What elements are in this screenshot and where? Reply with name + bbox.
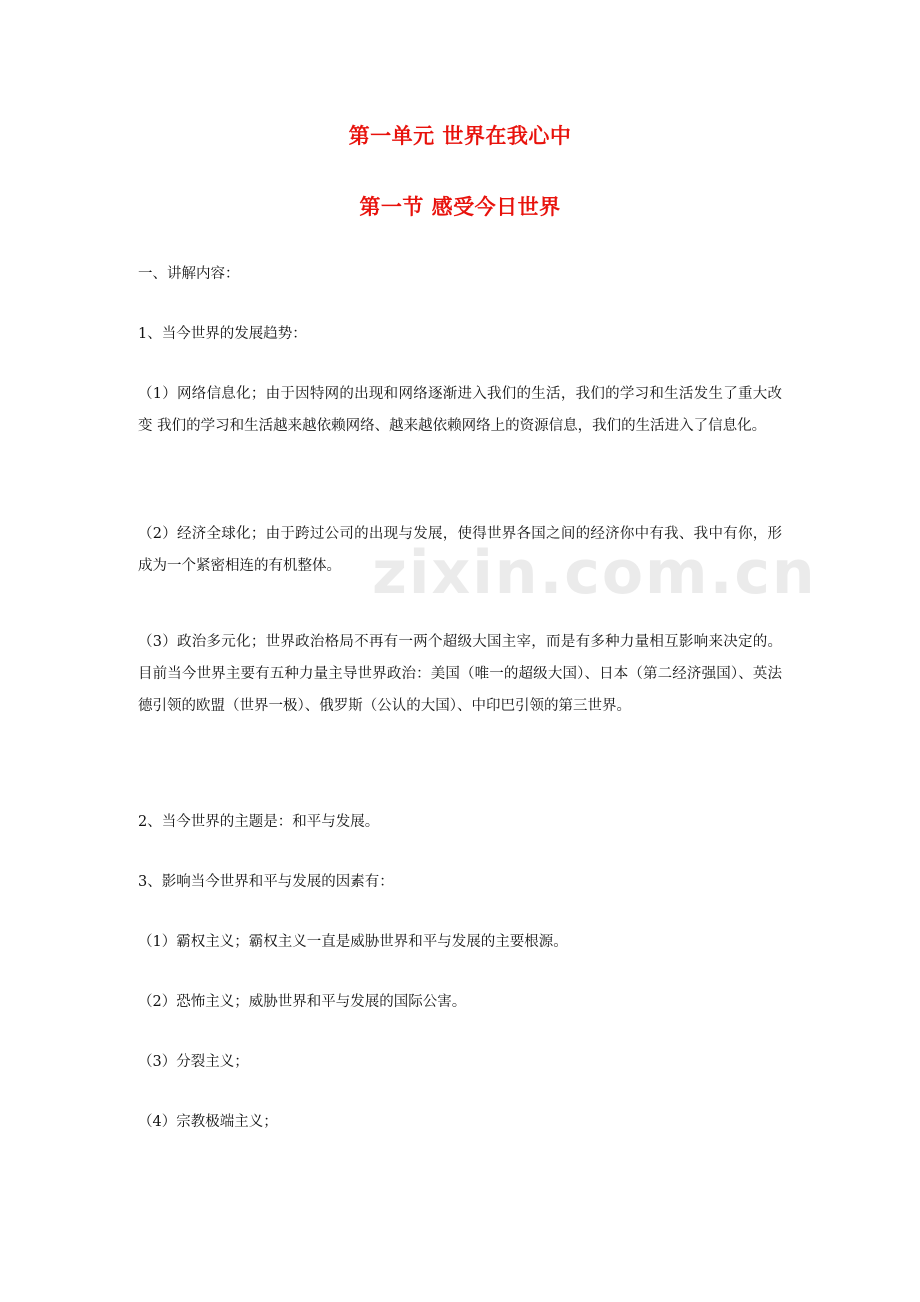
watermark: zixin.com.cn <box>372 538 817 608</box>
point-1-heading: 1、当今世界的发展趋势： <box>138 326 307 342</box>
section-title: 第一节 感受今日世界 <box>359 194 561 219</box>
point-3-heading: 3、影响当今世界和平与发展的因素有： <box>138 874 394 890</box>
point-3-2-paragraph: （2）恐怖主义；威胁世界和平与发展的国际公害。 <box>138 994 467 1010</box>
point-3-4-paragraph: （4）宗教极端主义； <box>138 1114 278 1130</box>
unit-title: 第一单元 世界在我心中 <box>348 123 572 148</box>
point-1-3-paragraph: （3）政治多元化；世界政治格局不再有一两个超级大国主宰，而是有多种力量相互影响来决定的。目前当今世界主要有五种力量主导世界政治：美国（唯一的超级大国）、日本（第二经济强国）、英法德引领的欧盟（世界一极）、俄罗斯（公认的大国）、中印巴引领的第三世界。 <box>138 634 782 714</box>
point-1-2-paragraph: （2）经济全球化；由于跨过公司的出现与发展，使得世界各国之间的经济你中有我、我中有你，形成为一个紧密相连的有机整体。 <box>138 526 782 574</box>
heading-content: 一、讲解内容： <box>138 266 240 282</box>
point-1-1-paragraph: （1）网络信息化；由于因特网的出现和网络逐渐进入我们的生活，我们的学习和生活发生了重大改变 我们的学习和生活越来越依赖网络、越来越依赖网络上的资源信息，我们的生活进入了信息化。 <box>138 386 782 434</box>
point-3-3-paragraph: （3）分裂主义； <box>138 1054 249 1070</box>
point-3-1-paragraph: （1）霸权主义；霸权主义一直是威胁世界和平与发展的主要根源。 <box>138 934 568 950</box>
point-2-paragraph: 2、当今世界的主题是：和平与发展。 <box>138 814 380 830</box>
